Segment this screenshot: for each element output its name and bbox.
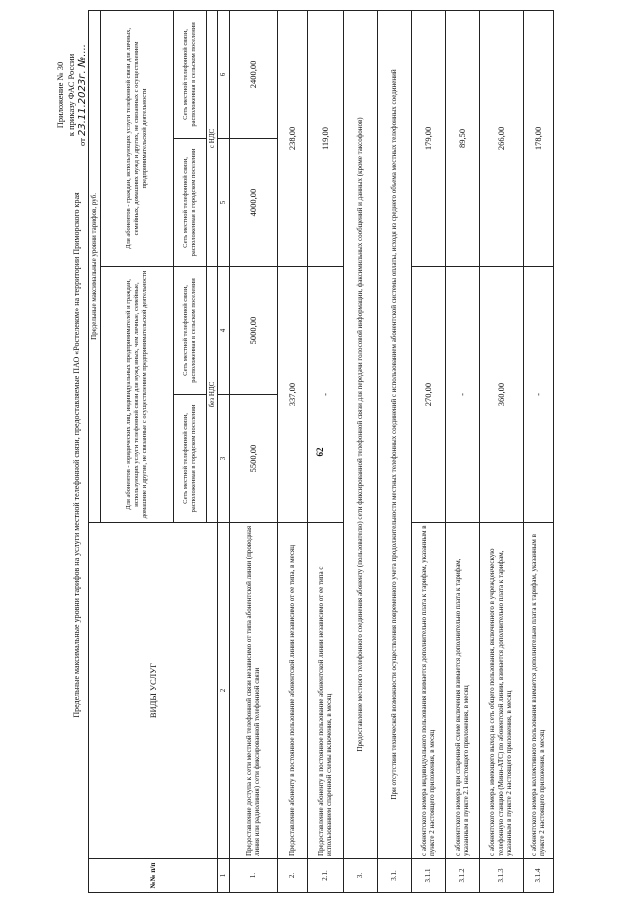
table-row [411, 10, 445, 892]
colnum-4: 4 [218, 267, 230, 395]
row-number: 3. [343, 859, 377, 893]
header-rural-citizens: Сеть местной телефонной связи, расположенная в сельском поселении [173, 10, 206, 138]
colnum-2: 2 [218, 523, 230, 859]
colnum-5: 5 [218, 139, 230, 267]
row-number: 3.1. [377, 859, 411, 893]
row-number: 3.1.1 [411, 859, 445, 893]
table-row [229, 10, 277, 892]
row-value-legal: 360,00 [479, 267, 523, 523]
row-number: 3.1.4 [523, 859, 553, 893]
row-value-legal: 337,00 [277, 267, 307, 523]
header-rural-legal: Сеть местной телефонной связи, расположенная в сельском поселении [173, 267, 206, 395]
header-row-colnums [218, 10, 230, 892]
row-value-citizens: 238,00 [277, 10, 307, 266]
row-service-text: с абонентского номера при спаренной схеме включения взимается дополнительно плата к тарифам, указанным в пункте 2.1 настоящего приложения, в месяц [445, 523, 479, 859]
row-value-legal: - [523, 267, 553, 523]
row-value-citizens: 266,00 [479, 10, 523, 266]
row-service-text: с абонентского номера коллективного пользования взимается дополнительно плата к тарифам, указанным в пункте 2 настоящего приложения, в месяц [523, 523, 553, 859]
header-group-citizens: Для абонентов - граждан, использующих услуги телефонной связи для личных, семейных, домашних нужд и других, не связанных с осуществлением предпринимательской деятельности [100, 10, 173, 266]
row-number: 3.1.3 [479, 859, 523, 893]
row-number: 1. [229, 859, 277, 893]
row-value-citizens: 119,00 [307, 10, 343, 266]
row-value-rural-citizens: 2400,00 [229, 10, 277, 138]
row-service-text: с абонентского номера, имеющего выход на сеть общего пользования, включенного в учрежденческую телефонную станцию (Мини-АТС) по абонентской линии, взимается дополнительно плата к тарифам, указанным в пункте 2 настоящего приложения, в месяц [479, 523, 523, 859]
row-value-legal: - [307, 267, 343, 523]
row-service-text: Предоставление абоненту в постоянное пользование абонентской линии независимо от ее типа, в месяц [277, 523, 307, 859]
row-service-text: с абонентского номера индивидуального пользования взимается дополнительно плата к тарифам, указанным в пункте 2 настоящего приложения, в месяц [411, 523, 445, 859]
row-value-citizens: 179,00 [411, 10, 445, 266]
row-value-citizens: 89,50 [445, 10, 479, 266]
table-row [445, 10, 479, 892]
annex-date-handwritten: 23.11.2023г. №.... [77, 44, 88, 136]
row-number: 2.1. [307, 859, 343, 893]
table-row [343, 10, 377, 892]
page-number: 62 [315, 447, 325, 457]
row-value-legal: 270,00 [411, 267, 445, 523]
table-row [479, 10, 523, 892]
table-row [277, 10, 307, 892]
row-value-citizens: 178,00 [523, 10, 553, 266]
header-services: ВИДЫ УСЛУГ [89, 523, 218, 859]
header-no: №№ п/п [89, 859, 218, 893]
header-row-levels [89, 10, 101, 892]
row-number: 2. [277, 859, 307, 893]
annex-date-prefix: от [77, 138, 87, 146]
table-row [523, 10, 553, 892]
annex-line-1: Приложение № 30 [55, 61, 65, 129]
colnum-6: 6 [218, 10, 230, 138]
colnum-1: 1 [218, 859, 230, 893]
table-row [307, 10, 343, 892]
row-value-legal: - [445, 267, 479, 523]
row-service-text: Предоставление абоненту в постоянное пользование абонентской линии независимо от ее типа с использованием спаренной схемы включения, в месяц [307, 523, 343, 859]
annex-line-2: к приказу ФАС России [66, 53, 76, 137]
row-value-city-legal: 5500,00 [229, 395, 277, 523]
row-value-city-citizens: 4000,00 [229, 139, 277, 267]
row-service-text: При отсутствии технической возможности осуществления повременного учета продолжительности местных телефонных соединений с использованием абонентской системы оплаты, исходя из среднего объема местных телефонных соединений [377, 10, 411, 858]
header-group-legal: Для абонентов - юридических лиц, индивидуальных предпринимателей и граждан, использующих услуги телефонной связи для нужд иных, чем личные, семейные, домашние и другие, не связанные с осуществлением предпринимательской деятельности [100, 267, 173, 523]
row-service-text: Предоставление местного телефонного соединения абоненту (пользователю) сети фиксированной телефонной связи для передачи голосовой информации, факсимильных сообщений и данных (кроме таксофонов) [343, 10, 377, 858]
table-row [377, 10, 411, 892]
header-with-vat: с НДС [206, 10, 218, 266]
header-city-citizens: Сеть местной телефонной связи, расположенная в городском поселении [173, 139, 206, 267]
row-number: 3.1.2 [445, 859, 479, 893]
header-city-legal: Сеть местной телефонной связи, расположенная в городском поселении [173, 395, 206, 523]
row-service-text: Предоставление доступа к сети местной телефонной связи независимо от типа абонентской линии (проводная линия или радиолиния) сети фиксированной телефонной связи [229, 523, 277, 859]
header-levels: Предельные максимальные уровни тарифов, руб. [89, 10, 101, 522]
document-title: Предельные максимальные уровни тарифов на услуги местной телефонной связи, предоставляемые ПАО «Ростелеком» на территории Приморского края [72, 192, 81, 718]
tariff-table [88, 10, 554, 893]
colnum-3: 3 [218, 395, 230, 523]
header-without-vat: без НДС [206, 267, 218, 523]
row-value-rural-legal: 5000,00 [229, 267, 277, 395]
